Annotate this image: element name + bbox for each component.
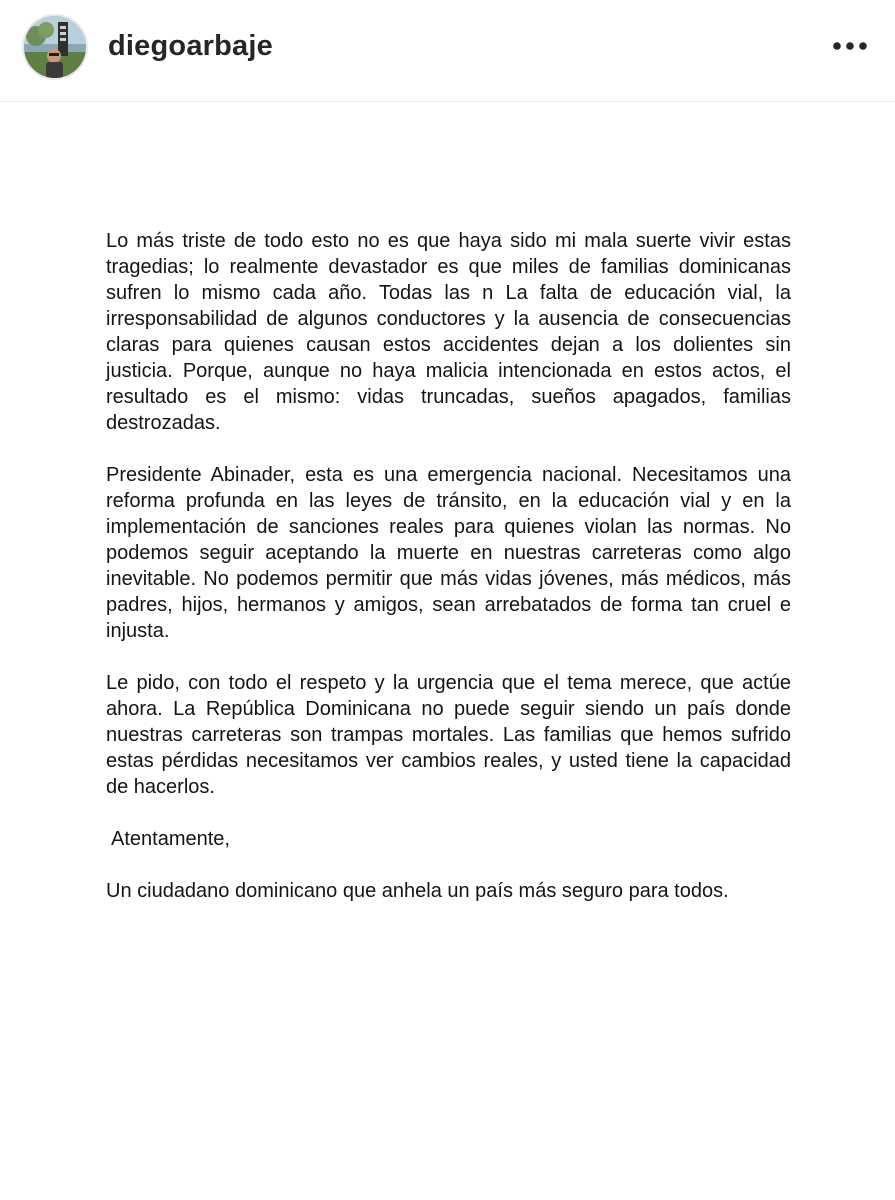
profile-photo-icon	[24, 16, 86, 78]
more-horizontal-icon	[832, 41, 868, 51]
letter-signature: Un ciudadano dominicano que anhela un país más seguro para todos.	[106, 880, 729, 902]
letter-paragraph: Le pido, con todo el respeto y la urgencia que el tema merece, que actúe ahora. La República Dominicana no puede seguir siendo un país donde nuestras carreteras son trampas mortales. Las familias que hemos sufrido estas pérdidas necesitamos ver cambios reales, y usted tiene la capacidad de hacerlos.	[106, 672, 791, 798]
letter-paragraph: Lo más triste de todo esto no es que haya sido mi mala suerte vivir estas tragedias; lo realmente devastador es que miles de familias dominicanas sufren lo mismo cada año. Todas las n La falta de educación vial, la irresponsabilidad de algunos conductores y la ausencia de consecuencias claras para quienes causan estos accidentes dejan a los dolientes sin justicia. Porque, aunque no haya malicia intencionada en estos actos, el resultado es el mismo: vidas truncadas, sueños apagados, familias destrozadas.	[106, 230, 791, 434]
avatar[interactable]	[22, 14, 88, 80]
letter-paragraph: Presidente Abinader, esta es una emergencia nacional. Necesitamos una reforma profunda en las leyes de tránsito, en la educación vial y en la implementación de sanciones reales para quienes violan las normas. No podemos seguir aceptando la muerte en nuestras carreteras como algo inevitable. No podemos permitir que más vidas jóvenes, más médicos, más padres, hijos, hermanos y amigos, sean arrebatados de forma tan cruel e injusta.	[106, 464, 791, 642]
letter-body	[106, 228, 791, 930]
post-header	[0, 0, 895, 102]
letter-closing: Atentamente,	[111, 828, 230, 850]
username[interactable]: diegoarbaje	[108, 30, 273, 62]
more-options-button[interactable]	[828, 28, 872, 64]
